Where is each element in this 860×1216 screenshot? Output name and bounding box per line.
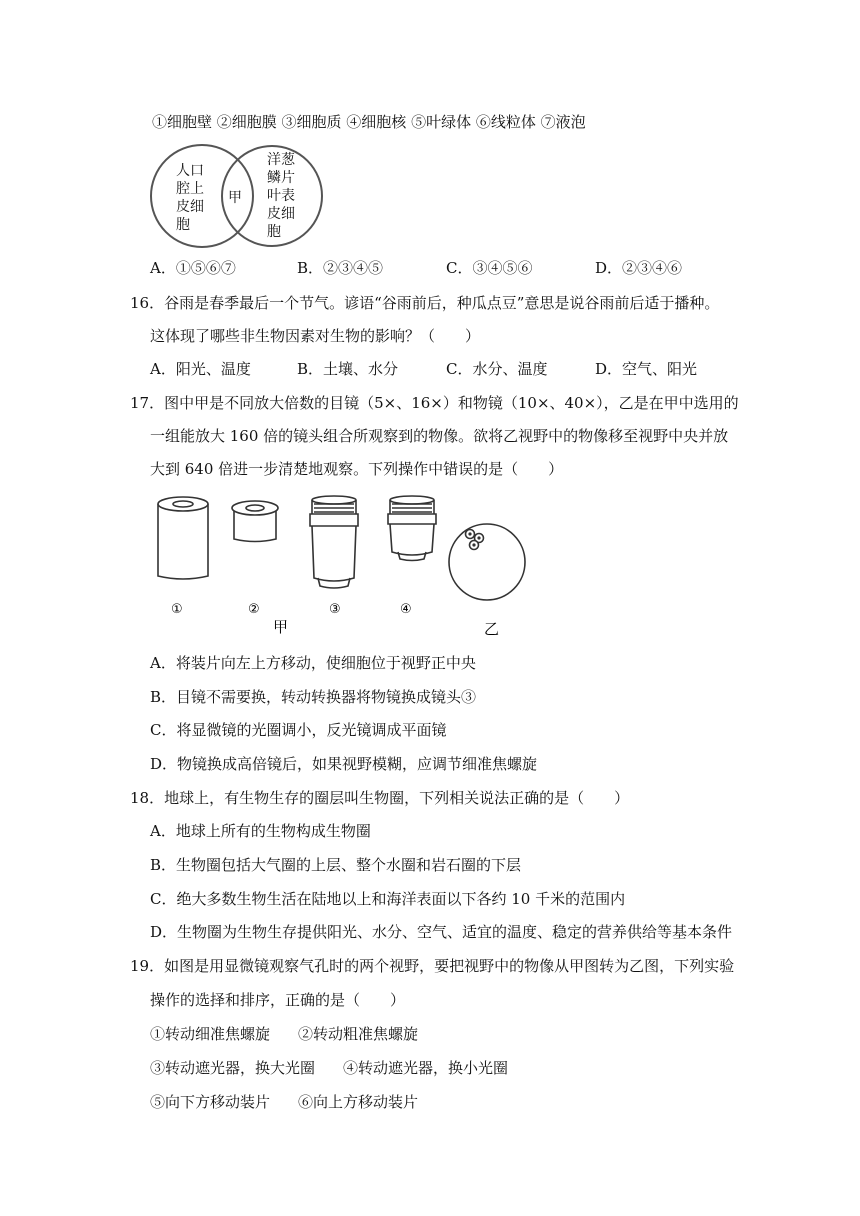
q17-option-c: C．将显微镜的光圈调小，反光镜调成平面镜	[150, 721, 447, 739]
eyepiece-lens-icon	[158, 497, 208, 579]
objective-lens-icon	[388, 496, 436, 561]
q19-step: ⑤向下方移动装片	[150, 1093, 271, 1111]
q19-step: ②转动粗准焦螺旋	[298, 1025, 419, 1043]
q16-option-b: B．土壤、水分	[297, 360, 399, 378]
venn-diagram	[150, 140, 330, 252]
venn-right-line: 皮细	[267, 206, 295, 222]
q19-step: ③转动遮光器，换大光圈	[150, 1059, 316, 1077]
q15-option-b: B．②③④⑤	[297, 259, 384, 277]
q18-option-b: B．生物圈包括大气圈的上层、整个水圈和岩石圈的下层	[150, 856, 522, 874]
venn-left-line: 人口	[176, 163, 204, 179]
q18-option-d: D．生物圈为生物生存提供阳光、水分、空气、适宜的温度、稳定的营养供给等基本条件	[150, 923, 733, 941]
venn-left-line: 胞	[176, 217, 190, 233]
q17-option-b: B．目镜不需要换，转动转换器将物镜换成镜头③	[150, 688, 477, 706]
eyepiece-lens-icon	[232, 501, 278, 542]
q19-step: ⑥向上方移动装片	[298, 1093, 419, 1111]
microscope-lens-figure	[148, 492, 538, 642]
lens-number: ④	[400, 602, 412, 617]
q16-stem-line1: 16．谷雨是春季最后一个节气。谚语“谷雨前后，种瓜点豆”意思是说谷雨前后适于播种。	[130, 294, 720, 312]
q18-stem: 18．地球上，有生物生存的圈层叫生物圈，下列相关说法正确的是（ ）	[130, 789, 630, 807]
venn-right-line: 叶表	[267, 188, 295, 204]
q18-option-a: A．地球上所有的生物构成生物圈	[150, 822, 371, 840]
q19-step: ①转动细准焦螺旋	[150, 1025, 271, 1043]
figure-label-jia: 甲	[273, 618, 289, 636]
q16-stem-line2: 这体现了哪些非生物因素对生物的影响？（ ）	[150, 327, 481, 345]
q17-stem-line1: 17．图中甲是不同放大倍数的目镜（5×、16×）和物镜（10×、40×），乙是在甲中选用的	[130, 394, 739, 412]
q15-option-c: C．③④⑤⑥	[446, 259, 533, 277]
q19-stem-line1: 19．如图是用显微镜观察气孔时的两个视野，要把视野中的物像从甲图转为乙图，下列实验	[130, 957, 735, 975]
venn-left-line: 皮细	[176, 199, 204, 215]
q17-option-a: A．将装片向左上方移动，使细胞位于视野正中央	[150, 654, 476, 672]
q15-items: ①细胞壁 ②细胞膜 ③细胞质 ④细胞核 ⑤叶绿体 ⑥线粒体 ⑦液泡	[152, 113, 586, 131]
field-of-view-icon	[449, 524, 525, 600]
venn-center-label: 甲	[228, 190, 242, 206]
venn-left-line: 腔上	[176, 181, 204, 197]
lens-number: ②	[248, 602, 260, 617]
figure-label-yi: 乙	[484, 620, 500, 638]
q15-option-d: D．②③④⑥	[595, 259, 683, 277]
objective-lens-icon	[310, 496, 358, 588]
q16-option-a: A．阳光、温度	[150, 360, 251, 378]
q16-option-d: D．空气、阳光	[595, 360, 698, 378]
lens-number: ③	[329, 602, 341, 617]
venn-right-line: 鳞片	[267, 170, 295, 186]
q17-stem-line2: 一组能放大 160 倍的镜头组合所观察到的物像。欲将乙视野中的物像移至视野中央并放	[150, 427, 729, 445]
q17-stem-line3: 大到 640 倍进一步清楚地观察。下列操作中错误的是（ ）	[150, 460, 564, 478]
q17-option-d: D．物镜换成高倍镜后，如果视野模糊，应调节细准焦螺旋	[150, 755, 538, 773]
q18-option-c: C．绝大多数生物生活在陆地以上和海洋表面以下各约 10 千米的范围内	[150, 890, 626, 908]
q15-option-a: A．①⑤⑥⑦	[150, 259, 236, 277]
venn-right-line: 洋葱	[267, 152, 295, 168]
q16-option-c: C．水分、温度	[446, 360, 548, 378]
lens-number: ①	[171, 602, 183, 617]
q19-step: ④转动遮光器，换小光圈	[343, 1059, 509, 1077]
venn-right-line: 胞	[267, 224, 281, 240]
q19-stem-line2: 操作的选择和排序，正确的是（ ）	[150, 991, 406, 1009]
